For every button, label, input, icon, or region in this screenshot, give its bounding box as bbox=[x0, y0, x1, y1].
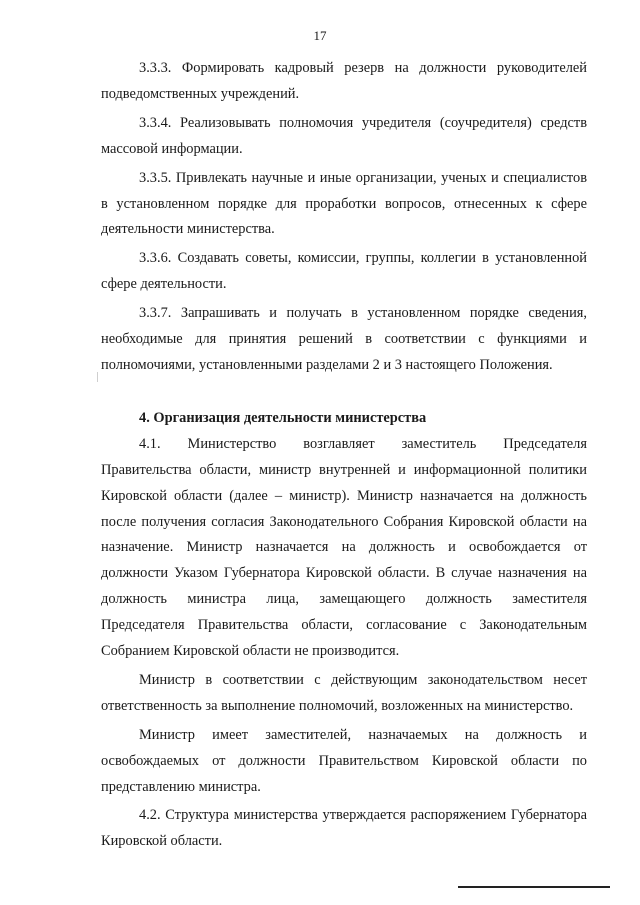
paragraph-3-3-3: 3.3.3. Формировать кадровый резерв на должности руководителей подведомственных учреждений. bbox=[101, 60, 587, 102]
paragraph-3-3-5: 3.3.5. Привлекать научные и иные организации, ученых и специалистов в установленном порядке для проработки вопросов, отнесенных к сфере деятельности министерства. bbox=[101, 169, 587, 238]
paragraph-4-2: 4.2. Структура министерства утверждается распоряжением Губернатора Кировской области. bbox=[101, 807, 587, 850]
paragraph-3-3-6: 3.3.6. Создавать советы, комиссии, группы, коллегии в установленной сфере деятельности. bbox=[101, 250, 587, 293]
scan-margin-mark bbox=[97, 372, 98, 382]
paragraph-minister-deputies: Министр имеет заместителей, назначаемых на должность и освобождаемых от должности Правительством Кировской области по представлению министра. bbox=[101, 726, 587, 795]
paragraph-3-3-7: 3.3.7. Запрашивать и получать в установленном порядке сведения, необходимые для принятия решений в соответствии с функциями и полномочиями, установленными разделами 2 и 3 настоящего Положения. bbox=[101, 305, 587, 373]
paragraph-minister-responsibility: Министр в соответствии с действующим законодательством несет ответственность за выполнение полномочий, возложенных на министерство. bbox=[101, 671, 587, 714]
document-body bbox=[101, 56, 587, 855]
page-number: 17 bbox=[313, 28, 327, 43]
section-heading: 4. Организация деятельности министерства bbox=[139, 409, 427, 426]
paragraph-4-1: 4.1. Министерство возглавляет заместитель Председателя Правительства области, министр внутренней и информационной политики Кировской области (далее – министр). Министр назначается на должность после получения согласия Законодательного Собрания Кировской области на назначение. Министр назначается на должность и освобождается от должности Указом Губернатора Кировской области. В случае назначения на должность министра лица, замещающего должность заместителя Председателя Правительства области, согласование с Законодательным Собранием Кировской области не производится. bbox=[101, 435, 587, 660]
bottom-rule bbox=[458, 886, 610, 888]
paragraph-3-3-4: 3.3.4. Реализовывать полномочия учредителя (соучредителя) средств массовой информации. bbox=[101, 114, 587, 157]
